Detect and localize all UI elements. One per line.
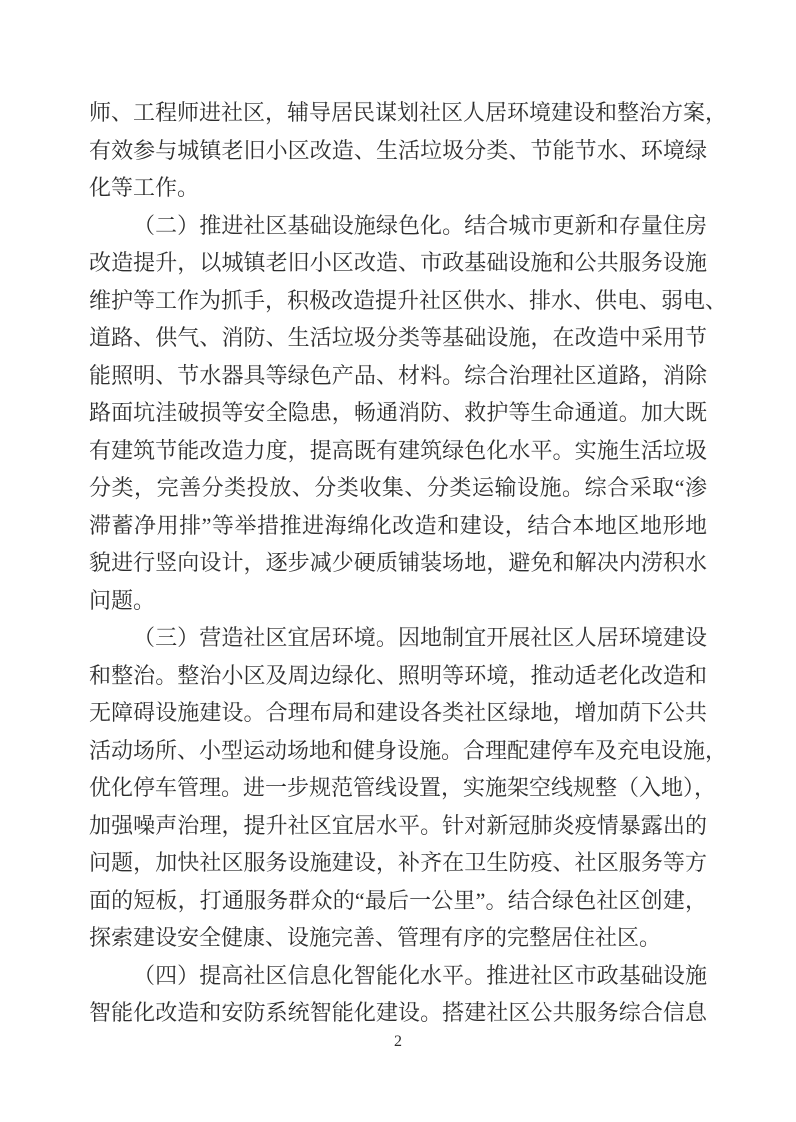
body-line: 无障碍设施建设。合理布局和建设各类社区绿地，增加荫下公共 — [89, 700, 707, 725]
body-line: 活动场所、小型运动场地和健身设施。合理配建停车及充电设施， — [89, 737, 728, 763]
body-line: 智能化改造和安防系统智能化建设。搭建社区公共服务综合信息 — [89, 1000, 707, 1025]
section-heading-line: （四）提高社区信息化智能化水平。推进社区市政基础设施 — [133, 962, 707, 988]
body-line: 有建筑节能改造力度，提高既有建筑绿色化水平。实施生活垃圾 — [89, 437, 707, 463]
paragraph-section-4 — [89, 957, 707, 1032]
paragraph-section-2 — [89, 207, 728, 620]
page-number: 2 — [394, 1033, 402, 1050]
body-line: 改造提升，以城镇老旧小区改造、市政基础设施和公共服务设施 — [89, 250, 707, 275]
body-line: 化等工作。 — [89, 175, 200, 200]
section-heading-line: （二）推进社区基础设施绿色化。结合城市更新和存量住房 — [133, 212, 707, 238]
body-line: 分类，完善分类投放、分类收集、分类运输设施。综合采取“渗 — [89, 475, 707, 500]
body-line: 貌进行竖向设计，逐步减少硬质铺装场地，避免和解决内涝积水 — [89, 550, 707, 575]
body-line: 能照明、节水器具等绿色产品、材料。综合治理社区道路，消除 — [89, 362, 707, 388]
body-line: 师、工程师进社区，辅导居民谋划社区人居环境建设和整治方案， — [89, 100, 728, 125]
body-line: 问题。 — [89, 587, 156, 613]
paragraph-continuation — [89, 94, 728, 207]
body-line: 问题，加快社区服务设施建设，补齐在卫生防疫、社区服务等方 — [89, 850, 707, 875]
body-line: 和整治。整治小区及周边绿化、照明等环境，推动适老化改造和 — [89, 662, 707, 688]
body-line: 路面坑洼破损等安全隐患，畅通消防、救护等生命通道。加大既 — [89, 400, 707, 425]
body-line: 维护等工作为抓手，积极改造提升社区供水、排水、供电、弱电、 — [89, 287, 728, 313]
body-line: 探索建设安全健康、设施完善、管理有序的完整居住社区。 — [89, 925, 662, 950]
section-heading-line: （三）营造社区宜居环境。因地制宜开展社区人居环境建设 — [133, 625, 707, 650]
body-line: 优化停车管理。进一步规范管线设置，实施架空线规整（入地）， — [89, 775, 717, 800]
body-line: 面的短板，打通服务群众的“最后一公里”。结合绿色社区创建， — [89, 887, 707, 913]
document-body — [89, 94, 728, 1032]
body-line: 滞蓄净用排”等举措推进海绵化改造和建设，结合本地区地形地 — [89, 512, 707, 538]
body-line: 道路、供气、消防、生活垃圾分类等基础设施，在改造中采用节 — [89, 325, 707, 350]
paragraph-section-3 — [89, 619, 728, 957]
body-line: 有效参与城镇老旧小区改造、生活垃圾分类、节能节水、环境绿 — [89, 137, 707, 163]
body-line: 加强噪声治理，提升社区宜居水平。针对新冠肺炎疫情暴露出的 — [89, 812, 707, 838]
